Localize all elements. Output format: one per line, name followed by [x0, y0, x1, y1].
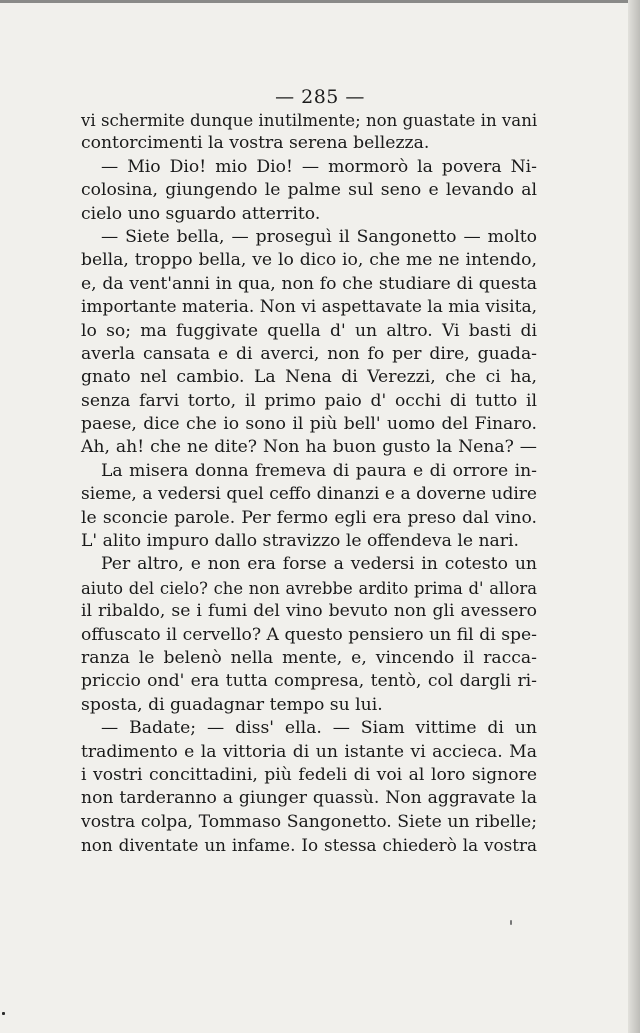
text-line: averla cansata e di averci, non fo per dire, guada-	[81, 343, 537, 364]
text-line: le sconcie parole. Per fermo egli era preso dal vino.	[81, 507, 537, 528]
text-line: lo so; ma fuggivate quella d' un altro. Vi basti di	[81, 320, 537, 341]
text-line: offuscato il cervello? A questo pensiero un fil di spe-	[81, 624, 537, 645]
text-line: non diventate un infame. Io stessa chiederò la vostra	[81, 835, 537, 856]
text-line: sposta, di guadagnar tempo su lui.	[81, 694, 383, 715]
text-line: Per altro, e non era forse a vedersi in cotesto un	[101, 554, 537, 575]
text-line: priccio ond' era tutta compresa, tentò, col dargli ri-	[81, 671, 537, 692]
text-line: non tarderanno a giunger quassù. Non aggravate la	[81, 788, 537, 809]
text-line: — Mio Dio! mio Dio! — mormorò la povera Ni-	[101, 156, 537, 177]
text-line: gnato nel cambio. La Nena di Verezzi, che ci ha,	[81, 367, 537, 388]
text-line: vi schermite dunque inutilmente; non guastate in vani	[81, 111, 538, 130]
text-line: vostra colpa, Tommaso Sangonetto. Siete un ribelle;	[81, 811, 537, 832]
scan-speck	[510, 920, 512, 925]
text-line: aiuto del cielo? che non avrebbe ardito prima d' allora	[81, 578, 537, 598]
page-right-edge	[628, 0, 640, 1033]
text-line: senza farvi torto, il primo paio d' occhi di tutto il	[81, 390, 537, 411]
text-line: bella, troppo bella, ve lo dico io, che me ne intendo,	[81, 250, 537, 271]
text-line: sieme, a vedersi quel ceffo dinanzi e a doverne udire	[81, 484, 537, 505]
text-line: il ribaldo, se i fumi del vino bevuto non gli avessero	[81, 601, 537, 622]
text-line: i vostri concittadini, più fedeli di voi al loro signore	[81, 764, 537, 785]
text-line: tradimento e la vittoria di un istante vi accieca. Ma	[81, 741, 537, 762]
text-line: Ah, ah! che ne dite? Non ha buon gusto la Nena? —	[81, 437, 537, 458]
text-line: — Badate; — diss' ella. — Siam vittime di un	[101, 718, 537, 739]
text-line: colosina, giungendo le palme sul seno e levando al	[81, 180, 537, 201]
text-line: cielo uno sguardo atterrito.	[81, 203, 321, 224]
text-line: ranza le belenò nella mente, e, vincendo il racca-	[81, 647, 537, 668]
page-number: — 285 —	[275, 86, 365, 108]
text-line: e, da vent'anni in qua, non fo che studiare di questa	[81, 273, 537, 294]
page-top-edge	[0, 0, 640, 3]
body-text	[81, 109, 537, 858]
text-line: paese, dice che io sono il più bell' uomo del Finaro.	[81, 414, 537, 435]
text-line: L' alito impuro dallo stravizzo le offendeva le nari.	[81, 531, 519, 552]
text-line: — Siete bella, — proseguì il Sangonetto — molto	[101, 226, 537, 247]
text-line: contorcimenti la vostra serena bellezza.	[81, 133, 430, 154]
text-line: La misera donna fremeva di paura e di orrore in-	[101, 460, 537, 481]
text-line: importante materia. Non vi aspettavate la mia visita,	[81, 297, 537, 318]
scan-speck	[2, 1012, 5, 1015]
